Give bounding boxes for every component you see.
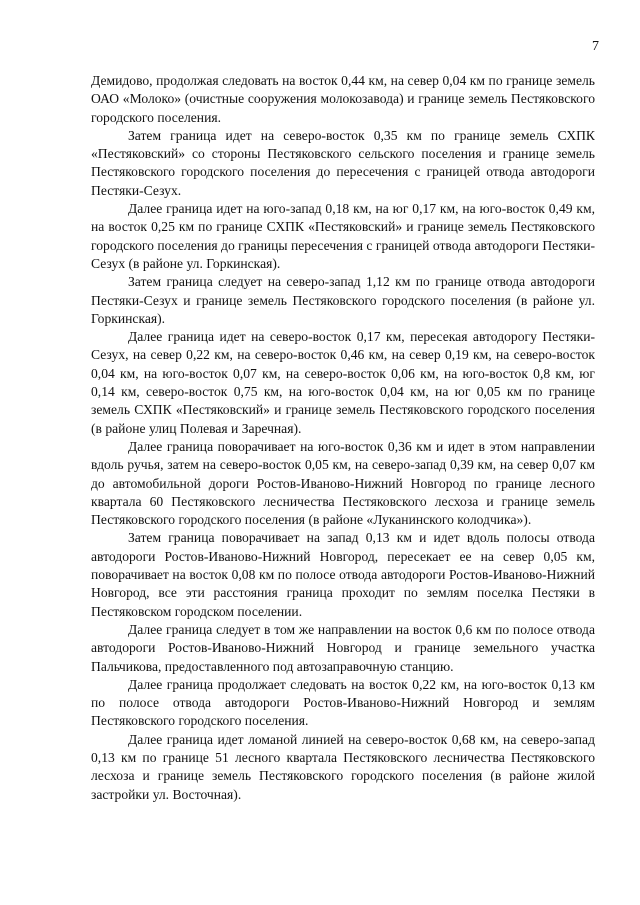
paragraph: Демидово, продолжая следовать на восток 0,44 км, на север 0,04 км по границе земель ОАО «Молоко» (очистные сооружения молокозавода) и границе земель Пестяковского городского поселения. [91, 73, 595, 125]
body-text [91, 72, 595, 804]
paragraph: Затем граница поворачивает на запад 0,13 км и идет вдоль полосы отвода автодороги Ростов-Иваново-Нижний Новгород, пересекает ее на север 0,05 км, поворачивает на восток 0,08 км по полосе отвода автодороги Ростов-Иваново-Нижний Новгород, все эти расстояния граница проходит по землям поселка Пестяки в Пестяковском городском поселении. [91, 530, 595, 619]
paragraph: Затем граница идет на северо-восток 0,35 км по границе земель СХПК «Пестяковский» со стороны Пестяковского сельского поселения и границе земель Пестяковского городского поселения до пересечения с границей отвода автодороги Пестяки-Сезух. [91, 127, 595, 198]
paragraph: Далее граница идет ломаной линией на северо-восток 0,68 км, на северо-запад 0,13 км по границе 51 лесного квартала Пестяковского лесничества Пестяковского лесхоза и границе земель Пестяковского городского поселения (в районе жилой застройки ул. Восточная). [91, 731, 595, 802]
paragraph: Далее граница следует в том же направлении на восток 0,6 км по полосе отвода автодороги Ростов-Иваново-Нижний Новгород и границе земельного участка Пальчикова, предоставленного под автозаправочную станцию. [91, 621, 595, 674]
paragraph: Далее граница продолжает следовать на восток 0,22 км, на юго-восток 0,13 км по полосе отвода автодороги Ростов-Иваново-Нижний Новгород и землям Пестяковского городского поселения. [91, 676, 595, 729]
paragraph: Затем граница следует на северо-запад 1,12 км по границе отвода автодороги Пестяки-Сезух и границе земель Пестяковского городского поселения (в районе ул. Горкинская). [91, 274, 595, 326]
paragraph: Далее граница идет на северо-восток 0,17 км, пересекая автодорогу Пестяки-Сезух, на север 0,22 км, на северо-восток 0,46 км, на север 0,19 км, на северо-восток 0,04 км, на юго-восток 0,07 км, на северо-восток 0,06 км, на юго-восток 0,8 км, юг 0,14 км, северо-восток 0,75 км, на юго-восток 0,04 км, на юг 0,05 км по границе земель СХПК «Пестяковский» и границе земель Пестяковского городского поселения (в районе улиц Полевая и Заречная). [91, 329, 595, 436]
paragraph: Далее граница поворачивает на юго-восток 0,36 км и идет в этом направлении вдоль ручья, затем на северо-восток 0,05 км, на северо-запад 0,39 км, на север 0,07 км до автомобильной дороги Ростов-Иваново-Нижний Новгород по границе лесного квартала 60 Пестяковского лесничества Пестяковского лесхоза и границе земель Пестяковского городского поселения (в районе «Луканинского колодчика»). [91, 438, 595, 528]
page-number: 7 [592, 39, 599, 54]
paragraph: Далее граница идет на юго-запад 0,18 км, на юг 0,17 км, на юго-восток 0,49 км, на восток 0,25 км по границе СХПК «Пестяковский» и границе земель Пестяковского городского поселения до границы пересечения с границей отвода автодороги Пестяки-Сезух (в районе ул. Горкинская). [91, 201, 595, 271]
